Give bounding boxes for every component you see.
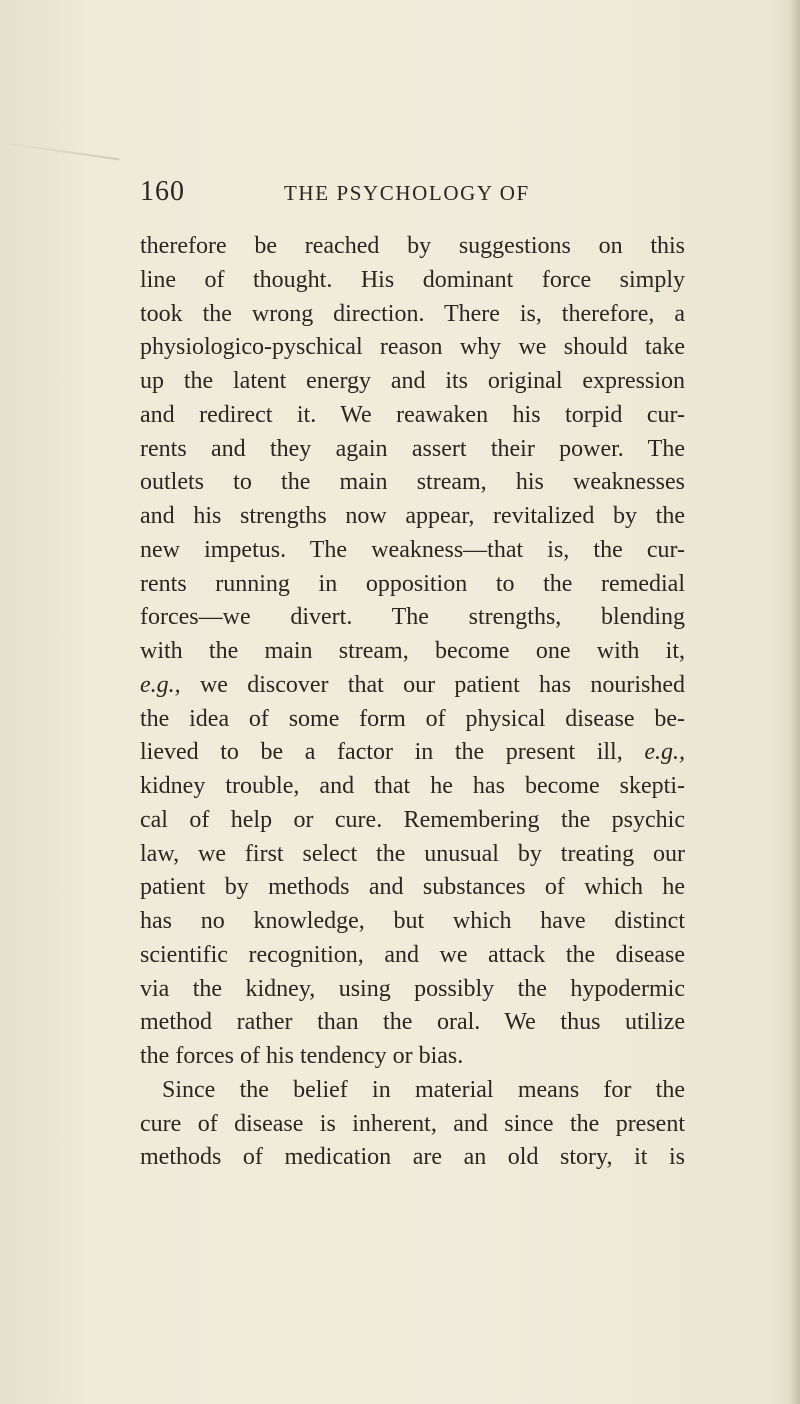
text-line: has no knowledge, but which have distinct [140,908,685,934]
page-edge-shadow [790,0,800,1404]
text-line: cal of help or cure. Remembering the psychic [140,806,685,833]
paper-crease [0,142,119,161]
text-line: cure of disease is inherent, and since the present [140,1110,685,1137]
text-line: forces—we divert. The strengths, blending [140,604,685,631]
text-line: e.g., we discover that our patient has nourished [140,671,685,698]
text-line: kidney trouble, and that he has become skepti- [140,773,685,799]
text-line: up the latent energy and its original expression [140,368,685,394]
running-title: THE PSYCHOLOGY OF [284,181,530,205]
text-line: took the wrong direction. There is, therefore, a [140,300,685,327]
text-line: scientific recognition, and we attack the disease [140,941,685,968]
text-line: via the kidney, using possibly the hypodermic [140,975,685,1002]
text-line: lieved to be a factor in the present ill, e.g., [140,739,685,766]
text-line: physiologico-pyschical reason why we should take [140,334,685,361]
text-line: methods of medication are an old story, it is [140,1144,685,1171]
text-line: and redirect it. We reawaken his torpid cur- [140,401,685,428]
page-number: 160 [140,176,185,207]
running-header [140,176,700,208]
text-line: the idea of some form of physical disease be- [140,705,685,732]
text-line: therefore be reached by suggestions on this [140,233,685,259]
text-line: rents running in opposition to the remedial [140,570,685,597]
text-line: rents and they again assert their power. The [140,435,685,462]
text-line: line of thought. His dominant force simply [140,266,685,293]
text-line: the forces of his tendency or bias. [140,1043,464,1069]
text-line: method rather than the oral. We thus utilize [140,1009,685,1036]
text-line: Since the belief in material means for the [162,1076,685,1103]
text-line: with the main stream, become one with it, [140,638,685,664]
body-text [140,230,685,1175]
text-line: patient by methods and substances of which he [140,874,685,901]
text-line: law, we first select the unusual by treating our [140,840,685,867]
text-line: new impetus. The weakness—that is, the cur- [140,536,685,563]
text-line: outlets to the main stream, his weaknesses [140,469,685,496]
text-line: and his strengths now appear, revitalized by the [140,503,685,529]
